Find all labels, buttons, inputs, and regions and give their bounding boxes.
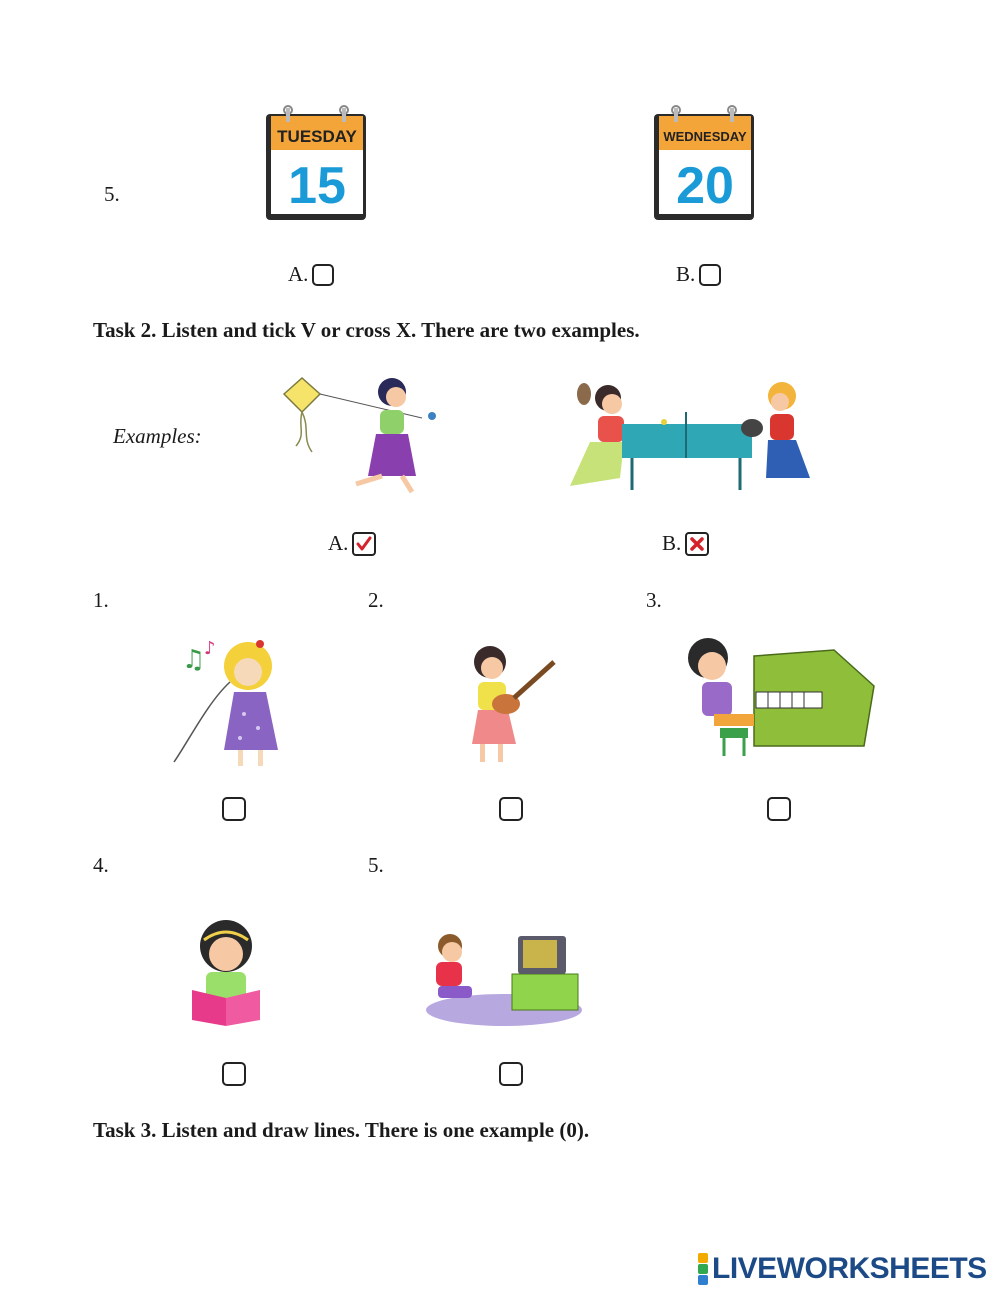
girl-playing-guitar-image (462, 640, 562, 766)
logo-blocks-icon (698, 1253, 708, 1285)
item-3-checkbox[interactable] (767, 797, 791, 821)
girl-reading-book-image (186, 916, 266, 1032)
item-number-2: 2. (368, 588, 384, 612)
item-number-5: 5. (368, 853, 384, 877)
item-number: 5. (104, 182, 120, 206)
calendar-b-date: 20 (676, 157, 734, 215)
task3-title: Task 3. Listen and draw lines. There is one example (0). (93, 1118, 590, 1142)
option-b (676, 262, 721, 287)
task2-title: Task 2. Listen and tick V or cross X. There are two examples. (93, 318, 640, 342)
liveworksheets-logo (698, 1252, 987, 1286)
example-b (662, 531, 709, 556)
option-b-label: B. (676, 262, 696, 286)
item-2-checkbox[interactable] (499, 797, 523, 821)
example-b-label: B. (662, 531, 682, 555)
svg-text:♫: ♫ (182, 645, 206, 675)
item-number-3: 3. (646, 588, 662, 612)
item-5-checkbox[interactable] (499, 1062, 523, 1086)
example-a (328, 531, 376, 556)
item-number-4: 4. (93, 853, 109, 877)
boy-playing-piano-image (684, 636, 880, 760)
item-4-checkbox[interactable] (222, 1062, 246, 1086)
calendar-a-date: 15 (288, 157, 346, 215)
option-a-label: A. (288, 262, 309, 286)
calendar-a-day: TUESDAY (277, 127, 357, 146)
option-a (288, 262, 334, 287)
calendar-wednesday-image (650, 100, 758, 224)
calendar-b-day: WEDNESDAY (663, 129, 747, 144)
svg-text:♪: ♪ (204, 638, 216, 659)
item-number-1: 1. (93, 588, 109, 612)
item-1-checkbox[interactable] (222, 797, 246, 821)
examples-label: Examples: (113, 424, 202, 448)
example-a-label: A. (328, 531, 349, 555)
girl-flying-kite-image (272, 372, 452, 498)
calendar-tuesday-image (262, 100, 370, 224)
girl-singing-image (168, 632, 288, 772)
option-a-checkbox[interactable] (312, 264, 334, 286)
cross-mark-icon (685, 532, 709, 556)
option-b-checkbox[interactable] (699, 264, 721, 286)
boy-watching-tv-image (424, 930, 586, 1028)
logo-text: LIVEWORKSHEETS (712, 1252, 987, 1285)
kids-playing-table-tennis-image (560, 378, 825, 496)
tick-mark-icon (352, 532, 376, 556)
